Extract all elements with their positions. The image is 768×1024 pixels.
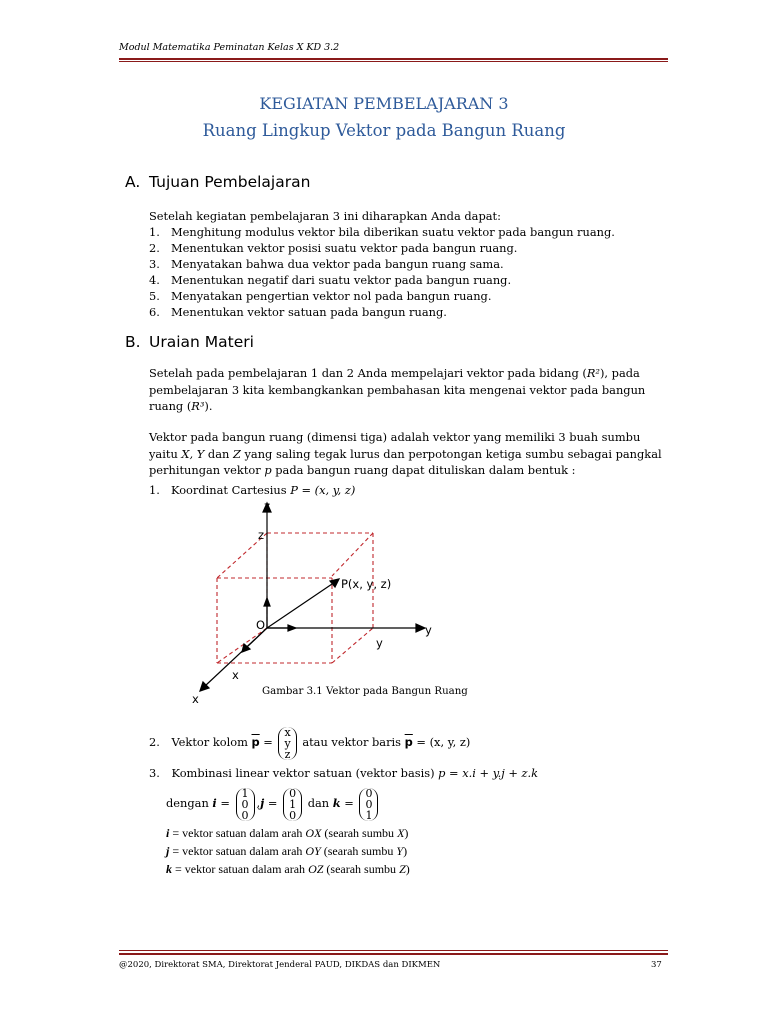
item-text: Menyatakan bahwa dua vektor pada bangun ruang sama. <box>171 257 504 271</box>
paragraph-definition: Vektor pada bangun ruang (dimensi tiga) adalah vektor yang memiliki 3 buah sumbu yaitu X, Y dan Z yang saling tegak lurus dan perpotongan ketiga sumbu sebagai pangkal perhitungan vektor p pada bangun ruang dapat dituliskan dalam bentuk : <box>149 430 662 477</box>
r2-symbol: R² <box>586 366 600 380</box>
row-vector: = (x, y, z) <box>412 735 471 749</box>
z-axis-label: z <box>264 499 271 513</box>
box-edge <box>332 628 373 663</box>
item-number: 3. <box>149 257 160 271</box>
list-item-column-vector: 2. Vektor kolom $\overline{p} = x$ y z atau vektor baris $\overline{p} = (x$, y, z) <box>149 725 471 761</box>
j-vector: 0 1 0 <box>283 788 302 821</box>
item-text: Menentukan negatif dari suatu vektor pada bangun ruang. <box>171 273 512 287</box>
paragraph-intro: Setelah pada pembelajaran 1 dan 2 Anda mempelajari vektor pada bidang (R²), pada pembelajaran 3 kita kembangkankan pembahasan kita mengenai vektor pada bangun ruang (R³). <box>149 366 646 413</box>
section-title: Tujuan Pembelajaran <box>149 173 311 191</box>
vector-p-symbol: $\overline{p}$ <box>251 735 260 749</box>
item-number: 2. <box>149 241 160 255</box>
item-number: 2. <box>149 735 160 749</box>
chapter-title: KEGIATAN PEMBELAJARAN 3 <box>259 94 509 113</box>
vector-p-symbol: p <box>264 463 272 477</box>
position-vector-p <box>267 582 335 628</box>
r3-symbol: R³ <box>191 399 205 413</box>
x-axis-label: x <box>192 692 199 706</box>
header-rule <box>119 58 668 60</box>
footer-rule <box>119 953 668 955</box>
item-text: Menentukan vektor satuan pada bangun ruang. <box>171 305 447 319</box>
coordinate-formula: P = (x, y, z) <box>290 483 356 497</box>
origin-label: O <box>256 618 266 632</box>
j-arrowhead <box>288 625 296 631</box>
section-letter: A. <box>125 173 141 191</box>
unit-vector-j-line: j = vektor satuan dalam arah OY (searah sumbu Y) <box>166 844 408 858</box>
i-vector: 1 0 0 <box>236 788 255 821</box>
box-edge <box>217 628 267 663</box>
k-vector: 0 0 1 <box>359 788 378 821</box>
item-text: Menyatakan pengertian vektor nol pada bangun ruang. <box>171 289 492 303</box>
column-vector: x y z <box>278 727 296 760</box>
basis-formula: p = x.i + y.j + z.k <box>438 766 539 780</box>
objectives-intro: Setelah kegiatan pembelajaran 3 ini diharapkan Anda dapat: <box>149 209 501 223</box>
item-text: Menghitung modulus vektor bila diberikan suatu vektor pada bangun ruang. <box>171 225 615 239</box>
x-tick-label: x <box>232 668 239 682</box>
unit-vector-k-line: k = vektor satuan dalam arah OZ (searah sumbu Z) <box>166 862 410 876</box>
item-text: Menentukan vektor posisi suatu vektor pada bangun ruang. <box>171 241 518 255</box>
box-edge <box>332 533 373 576</box>
item-number: 1. <box>149 483 160 497</box>
item-number: 3. <box>149 766 160 780</box>
header-rule-thin <box>119 61 668 62</box>
item-number: 6. <box>149 305 160 319</box>
y-axis-label: y <box>425 623 432 637</box>
footer-copyright: @2020, Direktorat SMA, Direktorat Jenderal PAUD, DIKDAS dan DIKMEN <box>119 960 441 970</box>
footer-rule-thin <box>119 950 668 951</box>
chapter-subtitle: Ruang Lingkup Vektor pada Bangun Ruang <box>202 121 566 140</box>
section-letter: B. <box>125 333 141 351</box>
p-arrowhead <box>330 579 339 587</box>
vector-p-symbol: $\overline{p}$ <box>404 735 413 749</box>
running-header: Modul Matematika Peminatan Kelas X KD 3.2 <box>119 42 340 53</box>
vector-3d-figure <box>180 498 440 708</box>
list-item-basis: 3. Kombinasi linear vektor satuan (vektor basis) p = x.i + y.j + z.k <box>149 766 539 780</box>
page-number: 37 <box>651 960 662 970</box>
section-title: Uraian Materi <box>149 333 254 351</box>
unit-vectors-definition: dengan i = 1 0 0,j = 0 1 0 dan k = 0 0 1 <box>166 782 380 824</box>
y-axis-arrowhead <box>416 624 425 632</box>
unit-vector-i-line: i = vektor satuan dalam arah OX (searah sumbu X) <box>166 826 409 840</box>
point-p-label: P(x, y, z) <box>341 577 392 591</box>
y-tick-label: y <box>376 636 383 650</box>
figure-caption: Gambar 3.1 Vektor pada Bangun Ruang <box>262 686 468 697</box>
item-number: 1. <box>149 225 160 239</box>
k-arrowhead <box>264 598 270 606</box>
item-number: 5. <box>149 289 160 303</box>
z-tick-label: z <box>258 528 265 542</box>
item-number: 4. <box>149 273 160 287</box>
